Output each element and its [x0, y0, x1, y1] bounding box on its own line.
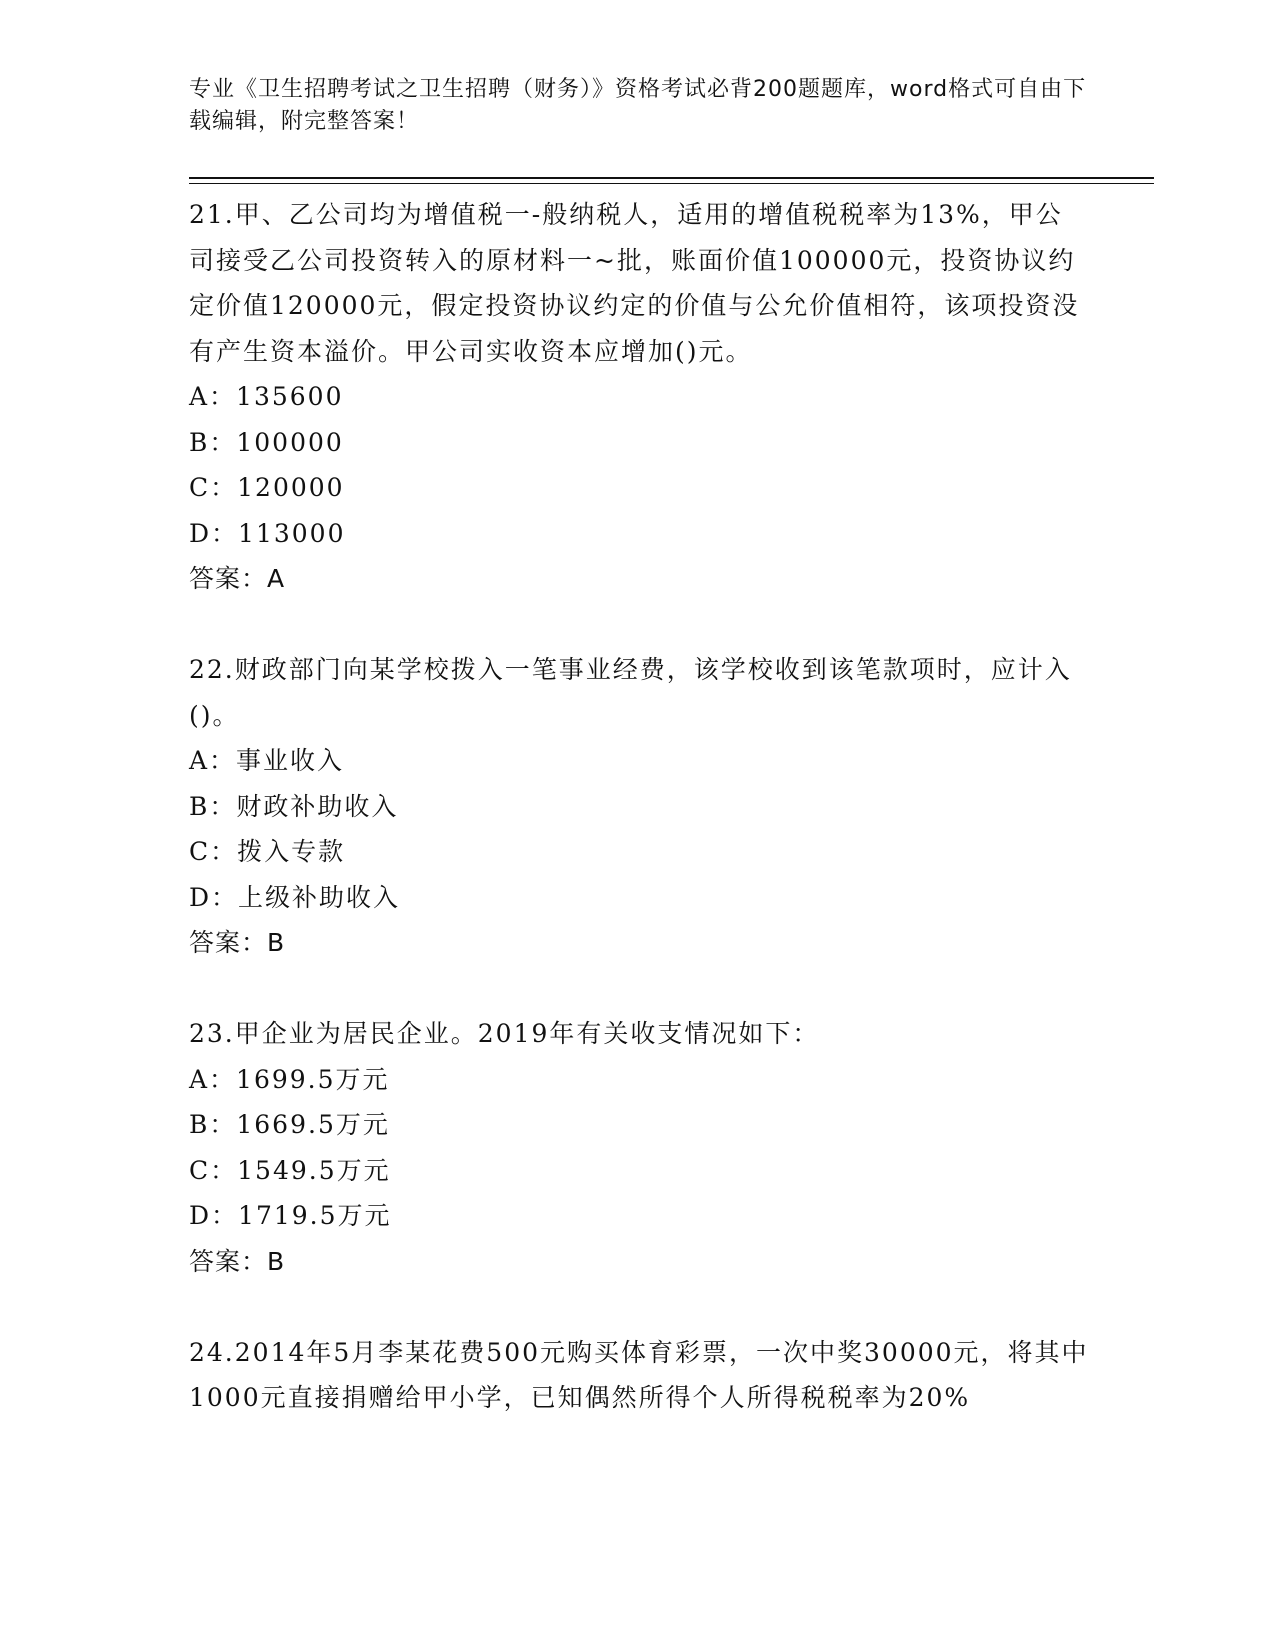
option-b: B：财政补助收入 — [189, 791, 399, 821]
question-21 — [189, 192, 1089, 602]
question-22 — [189, 647, 1089, 966]
header-rule-top — [189, 177, 1154, 179]
answer: 答案：A — [189, 564, 286, 593]
question-stem: 21.甲、乙公司均为增值税一-般纳税人，适用的增值税税率为13%，甲公司接受乙公司投资转入的原材料一~批，账面价值100000元，投资协议约定价值120000元，假定投资协议约定的价值与公允价值相符，该项投资没有产生资本溢价。甲公司实收资本应增加()元。 — [189, 200, 1080, 366]
question-stem: 24.2014年5月李某花费500元购买体育彩票，一次中奖30000元，将其中1000元直接捐赠给甲小学，已知偶然所得个人所得税税率为20% — [189, 1337, 1089, 1412]
question-list — [189, 192, 1089, 1421]
header-rule-bottom — [189, 183, 1154, 184]
answer: 答案：B — [189, 928, 286, 957]
question-24 — [189, 1330, 1089, 1421]
document-header — [189, 74, 1089, 138]
option-d: D：1719.5万元 — [189, 1201, 392, 1230]
option-a: A：135600 — [189, 382, 344, 411]
option-b: B：1669.5万元 — [189, 1110, 390, 1139]
question-stem: 22.财政部门向某学校拨入一笔事业经费，该学校收到该笔款项时，应计入()。 — [189, 655, 1072, 730]
option-d: D：上级补助收入 — [189, 882, 401, 912]
header-title: 专业《卫生招聘考试之卫生招聘（财务）》资格考试必背200题题库，word格式可自由下载编辑，附完整答案！ — [189, 77, 1087, 134]
option-d: D：113000 — [189, 518, 346, 548]
option-c: C：120000 — [189, 473, 345, 502]
option-b: B：100000 — [189, 427, 344, 457]
question-spacer — [189, 966, 1089, 1012]
question-spacer — [189, 1284, 1089, 1330]
option-c: C：1549.5万元 — [189, 1155, 391, 1185]
question-spacer — [189, 602, 1089, 648]
answer: 答案：B — [189, 1246, 286, 1276]
option-c: C：拨入专款 — [189, 837, 346, 866]
option-a: A：事业收入 — [189, 746, 345, 775]
option-a: A：1699.5万元 — [189, 1064, 390, 1094]
question-23 — [189, 1011, 1089, 1284]
question-stem: 23.甲企业为居民企业。2019年有关收支情况如下： — [189, 1019, 820, 1048]
